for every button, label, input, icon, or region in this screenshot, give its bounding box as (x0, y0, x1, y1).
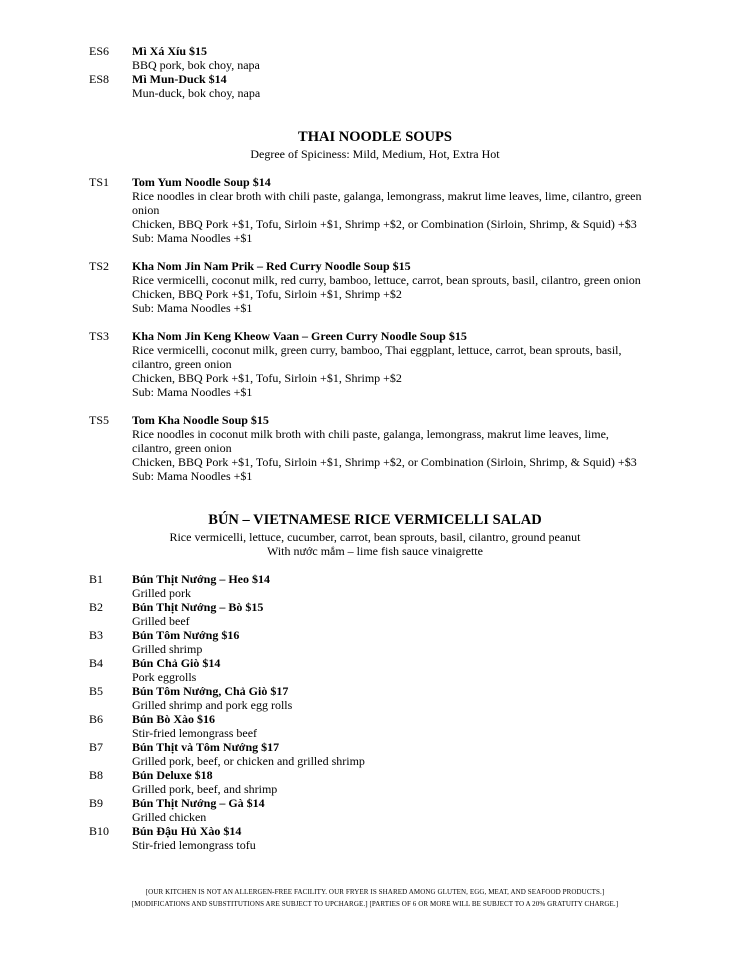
item-name: Bún Thịt Nướng – Bò $15 (132, 600, 264, 614)
item-name: Mì Mun-Duck $14 (132, 72, 227, 86)
item-sub: Sub: Mama Noodles +$1 (132, 385, 253, 399)
item-description: cilantro, green onion (132, 357, 232, 371)
item-description: BBQ pork, bok choy, napa (132, 58, 260, 72)
section-subtitle-bun: Rice vermicelli, lettuce, cucumber, carrot, bean sprouts, basil, cilantro, ground peanut (169, 530, 581, 544)
item-code: B10 (89, 824, 110, 838)
footer-allergen-notice: [OUR KITCHEN IS NOT AN ALLERGEN-FREE FACILITY. OUR FRYER IS SHARED AMONG GLUTEN, EGG, MEAT, AND SEAFOOD PRODUCTS.] (145, 888, 605, 896)
item-name: Bún Bò Xào $16 (132, 712, 216, 726)
item-code: TS1 (89, 175, 110, 189)
item-options: Chicken, BBQ Pork +$1, Tofu, Sirloin +$1, Shrimp +$2, or Combination (Sirloin, Shrimp, & Squid) +$3 (132, 455, 637, 469)
item-description: Stir-fried lemongrass tofu (132, 838, 256, 852)
item-description: Mun-duck, bok choy, napa (132, 86, 261, 100)
item-name: Bún Đậu Hủ Xào $14 (132, 824, 242, 838)
item-description: onion (132, 203, 160, 217)
item-description: Grilled shrimp and pork egg rolls (132, 698, 293, 712)
item-name: Kha Nom Jin Nam Prik – Red Curry Noodle Soup $15 (132, 259, 411, 273)
section-title-thai: THAI NOODLE SOUPS (298, 129, 452, 145)
item-name: Bún Thịt và Tôm Nướng $17 (132, 740, 280, 754)
item-name: Tom Kha Noodle Soup $15 (132, 413, 269, 427)
item-name: Bún Deluxe $18 (132, 768, 213, 782)
item-code: B1 (89, 572, 104, 586)
item-description: Stir-fried lemongrass beef (132, 726, 258, 740)
item-name: Tom Yum Noodle Soup $14 (132, 175, 271, 189)
item-description: Grilled pork, beef, or chicken and grilled shrimp (132, 754, 365, 768)
item-code: B6 (89, 712, 104, 726)
item-code: B2 (89, 600, 104, 614)
section-title-bun: BÚN – VIETNAMESE RICE VERMICELLI SALAD (208, 512, 542, 528)
item-options: Chicken, BBQ Pork +$1, Tofu, Sirloin +$1, Shrimp +$2, or Combination (Sirloin, Shrimp, & Squid) +$3 (132, 217, 637, 231)
item-name: Bún Thịt Nướng – Heo $14 (132, 572, 270, 586)
item-description: Rice vermicelli, coconut milk, red curry, bamboo, lettuce, carrot, bean sprouts, basil, cilantro, green onion (132, 273, 641, 287)
item-description: Pork eggrolls (132, 670, 197, 684)
item-sub: Sub: Mama Noodles +$1 (132, 469, 253, 483)
item-description: Grilled beef (132, 614, 190, 628)
item-description: Grilled pork (132, 586, 191, 600)
item-code: B4 (89, 656, 104, 670)
item-code: B7 (89, 740, 104, 754)
item-name: Mì Xá Xíu $15 (132, 44, 207, 58)
section-subtitle-thai: Degree of Spiciness: Mild, Medium, Hot, Extra Hot (250, 147, 500, 161)
item-code: B3 (89, 628, 104, 642)
footer-policy-notice: [MODIFICATIONS AND SUBSTITUTIONS ARE SUBJECT TO UPCHARGE.] [PARTIES OF 6 OR MORE WILL BE SUBJECT TO A 20% GRATUITY CHARGE.] (131, 900, 619, 908)
item-code: TS2 (89, 259, 110, 273)
item-description: Grilled pork, beef, and shrimp (132, 782, 278, 796)
item-name: Kha Nom Jin Keng Kheow Vaan – Green Curry Noodle Soup $15 (132, 329, 467, 343)
item-description: Grilled chicken (132, 810, 207, 824)
item-code: B9 (89, 796, 104, 810)
item-sub: Sub: Mama Noodles +$1 (132, 231, 253, 245)
item-description: cilantro, green onion (132, 441, 232, 455)
item-code: TS5 (89, 413, 110, 427)
item-code: B8 (89, 768, 104, 782)
item-description: Rice noodles in coconut milk broth with chili paste, galanga, lemongrass, makrut lime leaves, lime, (132, 427, 609, 441)
item-name: Bún Chả Giò $14 (132, 656, 221, 670)
item-name: Bún Tôm Nướng, Chả Giò $17 (132, 684, 289, 698)
item-description: Rice vermicelli, coconut milk, green curry, bamboo, Thai eggplant, lettuce, carrot, bean sprouts, basil, (132, 343, 622, 357)
section-subtitle-bun-sauce: With nước mắm – lime fish sauce vinaigrette (267, 544, 483, 558)
item-code: ES6 (89, 44, 110, 58)
item-options: Chicken, BBQ Pork +$1, Tofu, Sirloin +$1, Shrimp +$2 (132, 287, 402, 301)
item-name: Bún Tôm Nướng $16 (132, 628, 240, 642)
item-code: TS3 (89, 329, 110, 343)
item-description: Grilled shrimp (132, 642, 203, 656)
item-description: Rice noodles in clear broth with chili paste, galanga, lemongrass, makrut lime leaves, lime, cilantro, green (132, 189, 642, 203)
item-code: B5 (89, 684, 104, 698)
item-name: Bún Thịt Nướng – Gà $14 (132, 796, 265, 810)
item-options: Chicken, BBQ Pork +$1, Tofu, Sirloin +$1, Shrimp +$2 (132, 371, 402, 385)
item-code: ES8 (89, 72, 110, 86)
item-sub: Sub: Mama Noodles +$1 (132, 301, 253, 315)
